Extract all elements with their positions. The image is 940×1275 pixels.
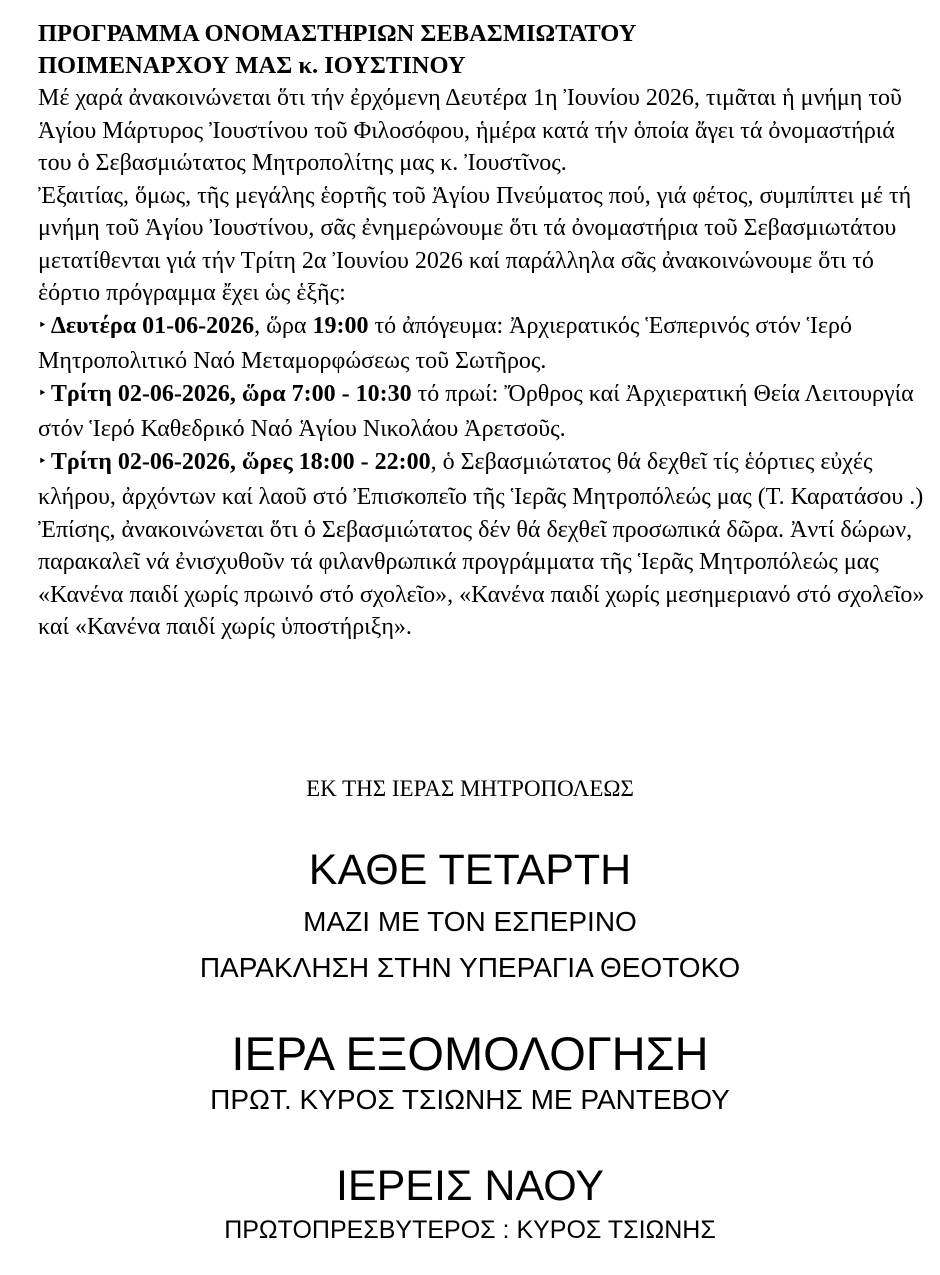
schedule-item: [38, 378, 934, 446]
confession-subtitle: ΠΡΩΤ. ΚΥΡΟΣ ΤΣΙΩΝΗΣ ΜΕ ΡΑΝΤΕΒΟΥ: [210, 1084, 730, 1115]
item-text: , ὥρα: [254, 312, 313, 339]
item-text: τό πρωί: Ὄρθρος καί Ἀρχιερατική Θεία Λειτουργία στόν Ἱερό Καθεδρικό Ναό Ἁγίου Νικολάου Ἀρετσοῦς.: [38, 380, 914, 442]
item-date-time: Τρίτη 02-06-2026, ὥρα 7:00 - 10:30: [50, 380, 412, 407]
wednesday-line-2: ΠΑΡΑΚΛΗΣΗ ΣΤΗΝ ΥΠΕΡΑΓΙΑ ΘΕΟΤΟΚΟ: [199, 952, 741, 983]
paragraph-postponement: Ἐξαιτίας, ὅμως, τῆς μεγάλης ἑορτῆς τοῦ Ἁγίου Πνεύματος πού, γιά φέτος, συμπίπτει μέ τή μνήμη τοῦ Ἁγίου Ἰουστίνου, σᾶς ἐνημερώνουμε ὅτι τά ὀνομαστήρια τοῦ Σεβασμιωτάτου μετατίθενται γιά τήν Τρίτη 2α Ἰουνίου 2026 καί παράλληλα σᾶς ἀνακοινώνουμε ὅτι τό ἑόρτιο πρόγραμμα ἔχει ὡς ἑξῆς:: [38, 182, 912, 306]
item-text-rest: τό ἀπόγευμα: Ἀρχιερατικός Ἑσπερινός στόν Ἱερό Μητροπολιτικό Ναό Μεταμορφώσεως τοῦ Σωτῆρος.: [38, 312, 852, 374]
paragraph-gifts: Ἐπίσης, ἀνακοινώνεται ὅτι ὁ Σεβασμιώτατος δέν θά δεχθεῖ προσωπικά δῶρα. Ἀντί δώρων, παρακαλεῖ νά ἐνισχυθοῦν τά φιλανθρωπικά προγράμματα τῆς Ἱερᾶς Μητροπόλεώς μας «Κανένα παιδί χωρίς πρωινό στό σχολεῖο», «Κανένα παιδί χωρίς μεσημεριανό στό σχολεῖο» καί «Κανένα παιδί χωρίς ὑποστήριξη».: [38, 516, 925, 640]
wednesday-line-1: ΜΑΖΙ ΜΕ ΤΟΝ ΕΣΠΕΡΙΝΟ: [303, 906, 637, 937]
announcement-body: [38, 18, 934, 644]
bullet-icon: ‣: [38, 317, 47, 334]
item-text: , ὁ Σεβασμιώτατος θά δεχθεῖ τίς ἑόρτιες εὐχές κλήρου, ἀρχόντων καί λαοῦ στό Ἐπισκοπεῖο τῆς Ἱερᾶς Μητροπόλεώς μας (Τ. Καρατάσου .): [38, 448, 924, 510]
schedule-item: [38, 446, 934, 514]
priests-subtitle: ΠΡΩΤΟΠΡΕΣΒΥΤΕΡΟΣ : ΚΥΡΟΣ ΤΣΙΩΝΗΣ: [224, 1216, 716, 1244]
item-time: 19:00: [312, 312, 369, 339]
title-line-1: ΠΡΟΓΡΑΜΜΑ ΟΝΟΜΑΣΤΗΡΙΩΝ ΣΕΒΑΣΜΙΩΤΑΤΟΥ: [38, 20, 637, 47]
item-date-time: Τρίτη 02-06-2026, ὥρες 18:00 - 22:00: [50, 448, 431, 475]
confession-heading: ΙΕΡΑ ΕΞΟΜΟΛΟΓΗΣΗ: [231, 1027, 709, 1080]
announcement-title: [38, 18, 934, 82]
title-line-2: ΠΟΙΜΕΝΑΡΧΟΥ ΜΑΣ κ. ΙΟΥΣΤΙΝΟΥ: [38, 52, 466, 79]
item-date: Δευτέρα 01-06-2026: [50, 312, 255, 339]
priests-heading: ΙΕΡΕΙΣ ΝΑΟΥ: [335, 1162, 605, 1210]
issuer-line: ΕΚ ΤΗΣ ΙΕΡΑΣ ΜΗΤΡΟΠΟΛΕΩΣ: [306, 776, 634, 801]
schedule-item: [38, 310, 934, 378]
paragraph-intro: Μέ χαρά ἀνακοινώνεται ὅτι τήν ἐρχόμενη Δευτέρα 1η Ἰουνίου 2026, τιμᾶται ἡ μνήμη τοῦ Ἁγίου Μάρτυρος Ἰουστίνου τοῦ Φιλοσόφου, ἡμέρα κατά τήν ὁποία ἄγει τά ὀνομαστήριά του ὁ Σεβασμιώτατος Μητροπολίτης μας κ. Ἰουστῖνος.: [38, 85, 902, 176]
bullet-icon: ‣: [38, 453, 47, 470]
bullet-icon: ‣: [38, 385, 47, 402]
wednesday-heading: ΚΑΘΕ ΤΕΤΑΡΤΗ: [308, 846, 632, 894]
